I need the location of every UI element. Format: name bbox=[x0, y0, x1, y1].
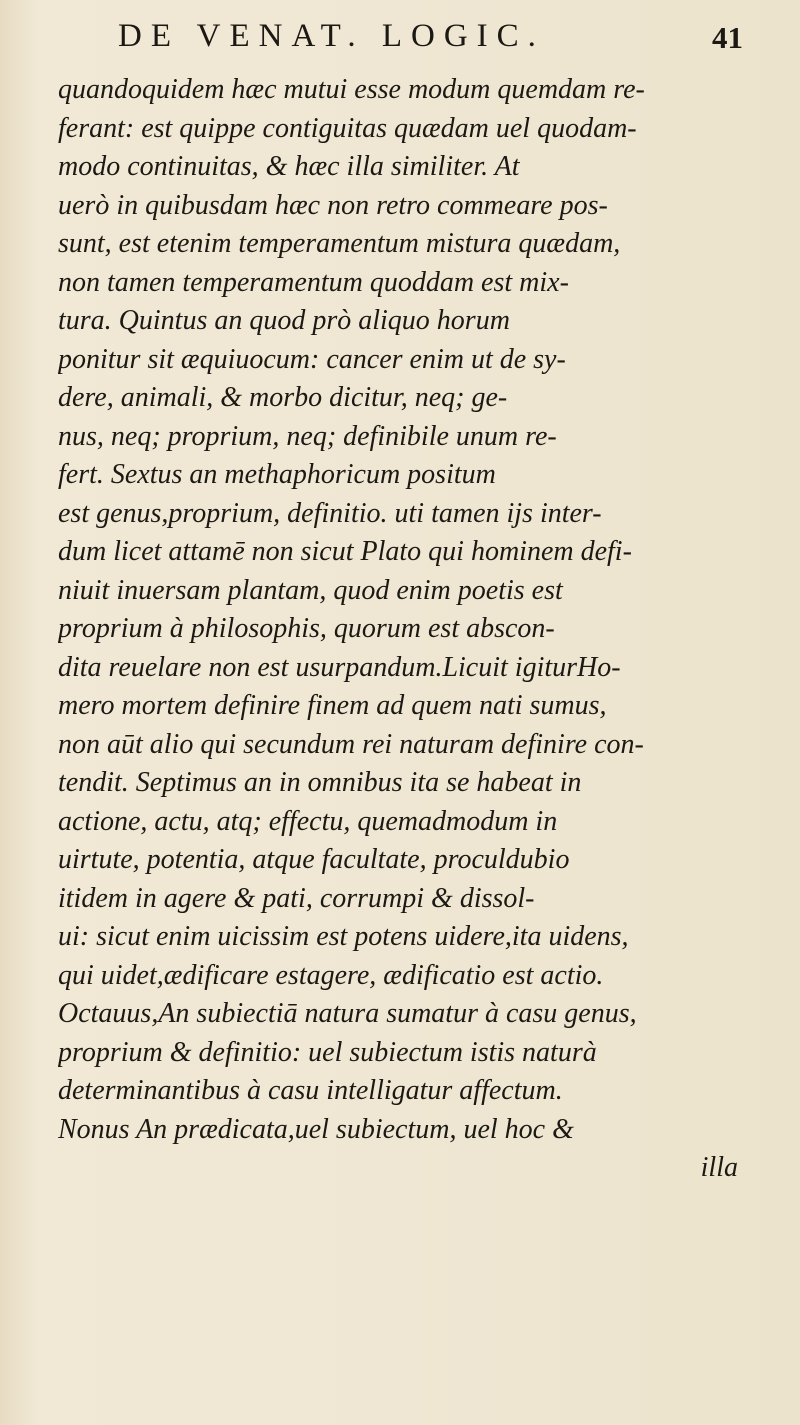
text-line: uirtute, potentia, atque facultate, proculdubio bbox=[58, 844, 570, 875]
catchword: illa bbox=[700, 1152, 738, 1183]
text-line: proprium à philosophis, quorum est abscon- bbox=[58, 613, 555, 644]
text-line: nus, neq; proprium, neq; definibile unum re- bbox=[58, 420, 557, 452]
text-line: dita reuelare non est usurpandum.Licuit igiturHo- bbox=[58, 651, 621, 683]
text-line: mero mortem definire finem ad quem nati sumus, bbox=[58, 690, 607, 721]
text-line: sunt, est etenim temperamentum mistura quædam, bbox=[58, 228, 621, 259]
text-line: Nonus An prædicata,uel subiectum, uel hoc & bbox=[58, 1113, 574, 1145]
text-line: Octauus,An subiectiā natura sumatur à casu genus, bbox=[58, 998, 637, 1029]
text-line: tendit. Septimus an in omnibus ita se habeat in bbox=[58, 767, 582, 798]
page-number: 41 bbox=[712, 20, 743, 55]
text-line: niuit inuersam plantam, quod enim poetis est bbox=[58, 574, 563, 606]
text-line: quandoquidem hæc mutui esse modum quemdam re- bbox=[58, 74, 645, 105]
text-line: modo continuitas, & hæc illa similiter. At bbox=[58, 151, 520, 182]
text-line: itidem in agere & pati, corrumpi & dissol- bbox=[58, 882, 535, 914]
text-line: dum licet attamē non sicut Plato qui hominem defi- bbox=[58, 536, 632, 567]
text-line: actione, actu, atq; effectu, quemadmodum in bbox=[58, 805, 558, 837]
text-line: proprium & definitio: uel subiectum istis naturà bbox=[58, 1036, 597, 1068]
running-head: DE VENAT. LOGIC. bbox=[118, 18, 545, 54]
text-line: determinantibus à casu intelligatur affectum. bbox=[58, 1075, 563, 1106]
text-line: dere, animali, & morbo dicitur, neq; ge- bbox=[58, 382, 508, 413]
text-line: est genus,proprium, definitio. uti tamen ijs inter- bbox=[58, 497, 602, 529]
text-line: tura. Quintus an quod prò aliquo horum bbox=[58, 305, 510, 336]
body-text bbox=[58, 71, 778, 1188]
page-header bbox=[0, 18, 800, 68]
text-line: qui uidet,ædificare estagere, ædificatio est actio. bbox=[58, 959, 604, 991]
text-line: non aūt alio qui secundum rei naturam definire con- bbox=[58, 728, 644, 760]
text-line: ui: sicut enim uicissim est potens uidere,ita uidens, bbox=[58, 921, 629, 952]
text-line: ponitur sit æquiuocum: cancer enim ut de sy- bbox=[58, 343, 566, 375]
text-line: fert. Sextus an methaphoricum positum bbox=[58, 459, 496, 490]
text-line: ferant: est quippe contiguitas quædam uel quodam- bbox=[58, 112, 637, 144]
text-line: uerò in quibusdam hæc non retro commeare pos- bbox=[58, 189, 608, 221]
text-line: non tamen temperamentum quoddam est mix- bbox=[58, 266, 569, 298]
